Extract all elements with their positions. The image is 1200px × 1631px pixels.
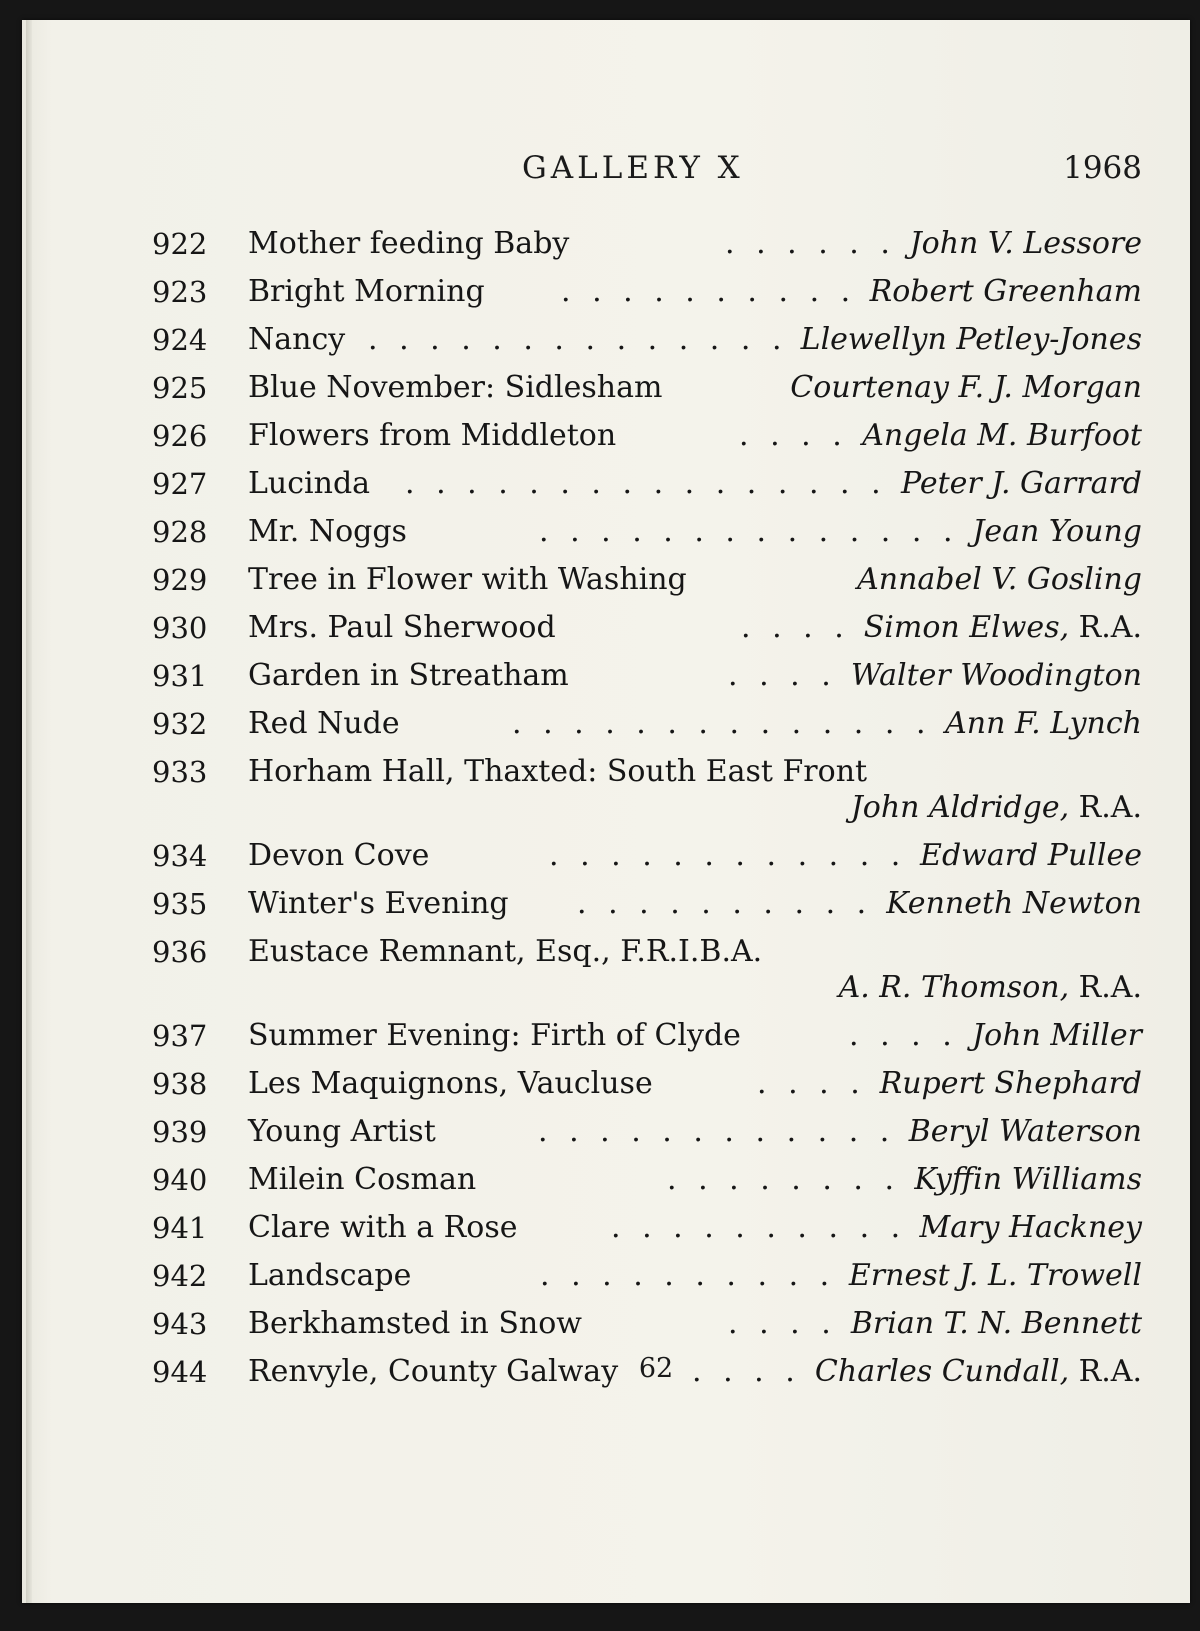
gallery-title: GALLERY X: [522, 150, 744, 186]
entry-number: 932: [152, 707, 208, 741]
page-header: [22, 150, 1190, 190]
entry-artist: [862, 412, 1142, 460]
entry-leader-dots: . . . .: [728, 658, 837, 693]
entry-artist: [849, 1252, 1142, 1300]
artist-name: Walter Woodington: [850, 658, 1142, 693]
artist-name: A. R. Thomson,: [838, 970, 1070, 1005]
entry-artist: [910, 220, 1142, 268]
entry-leader-dots: . . . .: [849, 1018, 958, 1053]
catalogue-entry: [152, 1156, 1142, 1204]
entry-number: 936: [152, 935, 208, 969]
artist-honour: R.A.: [1078, 610, 1142, 645]
catalogue-entry: [152, 316, 1142, 364]
entry-number: 938: [152, 1067, 208, 1101]
entry-leader-dots: . . . .: [692, 1354, 801, 1389]
catalogue-entry: [152, 460, 1142, 508]
entry-artist: [851, 784, 1142, 832]
entry-leader-dots: . . . . . . . . . . . .: [549, 838, 907, 873]
entry-title: Garden in Streatham: [248, 658, 569, 693]
artist-honour: R.A.: [1078, 790, 1142, 825]
artist-name: John V. Lessore: [909, 226, 1142, 261]
entry-leader-dots: . . . . . . . . . . . . . .: [368, 322, 788, 357]
catalogue-entry: [152, 928, 1142, 1012]
catalogue-entry: [152, 1300, 1142, 1348]
entry-artist: [920, 832, 1142, 880]
entry-number: 941: [152, 1211, 208, 1245]
entry-leader-dots: . . . . . . . . . . . . . . . .: [405, 466, 887, 501]
entry-title: Clare with a Rose: [248, 1210, 518, 1245]
entry-leader-dots: . . . . . . . . . .: [540, 1258, 836, 1293]
entry-artist: [790, 364, 1142, 412]
artist-name: Peter J. Garrard: [900, 466, 1142, 501]
artist-name: Mary Hackney: [919, 1210, 1142, 1245]
entry-artist: [901, 460, 1142, 508]
page-edge: [26, 20, 32, 1603]
catalogue-year: 1968: [1063, 150, 1142, 186]
page-number: 62: [638, 1353, 674, 1384]
artist-name: Kenneth Newton: [886, 886, 1142, 921]
entry-artist: [972, 1012, 1142, 1060]
entry-leader-dots: . . . . . . . . . . . . . .: [512, 706, 932, 741]
entry-number: 930: [152, 611, 208, 645]
entry-artist: [880, 1060, 1142, 1108]
artist-name: John Miller: [972, 1018, 1142, 1053]
artist-name: Charles Cundall,: [814, 1354, 1070, 1389]
artist-name: Edward Pullee: [920, 838, 1142, 873]
entry-title: Landscape: [248, 1258, 412, 1293]
entry-leader-dots: . . . . . . . . . . . .: [538, 1114, 896, 1149]
entry-number: 940: [152, 1163, 208, 1197]
artist-name: Robert Greenham: [869, 274, 1142, 309]
entry-number: 943: [152, 1307, 208, 1341]
entry-title: Berkhamsted in Snow: [248, 1306, 582, 1341]
catalogue-entry: [152, 652, 1142, 700]
entry-leader-dots: . . . .: [757, 1066, 866, 1101]
entry-leader-dots: . . . .: [728, 1306, 837, 1341]
entry-artist: [801, 316, 1142, 364]
catalogue-entry: [152, 748, 1142, 832]
artist-name: Brian T. N. Bennett: [850, 1306, 1142, 1341]
entry-leader-dots: . . . . . . . . . .: [561, 274, 857, 309]
entry-artist: [864, 604, 1142, 652]
entry-number: 944: [152, 1355, 208, 1389]
entry-leader-dots: . . . . . . . . . . . . . .: [539, 514, 959, 549]
catalogue-page: [22, 20, 1190, 1603]
entry-number: 933: [152, 755, 208, 789]
entry-title: Renvyle, County Galway: [248, 1354, 619, 1389]
entry-number: 926: [152, 419, 208, 453]
entry-leader-dots: . . . . . . . . . .: [577, 886, 873, 921]
entry-title: Summer Evening: Firth of Clyde: [248, 1018, 741, 1053]
catalogue-entry: [152, 1108, 1142, 1156]
entry-title: Devon Cove: [248, 838, 430, 873]
entry-title: Mr. Noggs: [248, 514, 407, 549]
entry-leader-dots: . . . . . . . . . .: [611, 1210, 907, 1245]
entry-artist: [945, 700, 1142, 748]
entry-title: Winter's Evening: [248, 886, 509, 921]
entry-artist: [972, 508, 1142, 556]
artist-name: Jean Young: [972, 514, 1142, 549]
entry-title: Eustace Remnant, Esq., F.R.I.B.A.: [248, 934, 763, 969]
entry-number: 922: [152, 227, 208, 261]
entry-leader-dots: . . . . . . . .: [667, 1162, 901, 1197]
catalogue-entry: [152, 412, 1142, 460]
entry-title: Blue November: Sidlesham: [248, 370, 663, 405]
entry-title: Nancy: [248, 322, 346, 357]
entry-number: 939: [152, 1115, 208, 1149]
catalogue-entry: [152, 1060, 1142, 1108]
entry-artist: [870, 268, 1142, 316]
entry-title: Mrs. Paul Sherwood: [248, 610, 556, 645]
artist-name: Angela M. Burfoot: [862, 418, 1142, 453]
entry-artist: [886, 880, 1142, 928]
entry-number: 934: [152, 839, 208, 873]
entry-number: 929: [152, 563, 208, 597]
catalogue-entry: [152, 700, 1142, 748]
artist-honour: R.A.: [1078, 1354, 1142, 1389]
artist-name: Beryl Waterson: [908, 1114, 1142, 1149]
artist-name: Ann F. Lynch: [945, 706, 1142, 741]
entry-number: 931: [152, 659, 208, 693]
entry-artist: [851, 1300, 1142, 1348]
catalogue-entry: [152, 268, 1142, 316]
catalogue-entry: [152, 1252, 1142, 1300]
artist-honour: R.A.: [1078, 970, 1142, 1005]
entry-leader-dots: . . . . . .: [725, 226, 896, 261]
entry-artist: [851, 652, 1142, 700]
entry-artist: [914, 1156, 1142, 1204]
entry-number: 923: [152, 275, 208, 309]
entry-number: 928: [152, 515, 208, 549]
entry-number: 942: [152, 1259, 208, 1293]
catalogue-entry: [152, 1012, 1142, 1060]
entry-title: Young Artist: [248, 1114, 436, 1149]
entry-title: Bright Morning: [248, 274, 485, 309]
artist-name: Rupert Shephard: [879, 1066, 1142, 1101]
entry-artist: [839, 964, 1142, 1012]
artist-name: Llewellyn Petley-Jones: [800, 322, 1142, 357]
entry-number: 935: [152, 887, 208, 921]
entry-artist: [857, 556, 1142, 604]
catalogue-entry: [152, 220, 1142, 268]
entry-title: Tree in Flower with Washing: [248, 562, 687, 597]
entry-leader-dots: . . . .: [741, 610, 850, 645]
artist-name: Simon Elwes,: [863, 610, 1070, 645]
entry-title: Mother feeding Baby: [248, 226, 570, 261]
catalogue-entry: [152, 364, 1142, 412]
entry-number: 927: [152, 467, 208, 501]
entry-number: 937: [152, 1019, 208, 1053]
entry-artist: [909, 1108, 1142, 1156]
catalogue-entry: [152, 556, 1142, 604]
artist-name: Courtenay F. J. Morgan: [790, 370, 1142, 405]
entry-title: Flowers from Middleton: [248, 418, 617, 453]
entry-title: Milein Cosman: [248, 1162, 477, 1197]
entry-number: 925: [152, 371, 208, 405]
catalogue-entry: [152, 1204, 1142, 1252]
artist-name: Ernest J. L. Trowell: [848, 1258, 1142, 1293]
catalogue-entry: [152, 508, 1142, 556]
artist-name: Annabel V. Gosling: [857, 562, 1142, 597]
entry-title: Red Nude: [248, 706, 400, 741]
entry-title: Lucinda: [248, 466, 371, 501]
entry-artist: [920, 1204, 1142, 1252]
entry-list: [152, 220, 1142, 1396]
entry-leader-dots: . . . .: [739, 418, 848, 453]
artist-name: Kyffin Williams: [914, 1162, 1142, 1197]
entry-number: 924: [152, 323, 208, 357]
catalogue-entry: [152, 832, 1142, 880]
entry-title: Les Maquignons, Vaucluse: [248, 1066, 653, 1101]
entry-title: Horham Hall, Thaxted: South East Front: [248, 754, 868, 789]
catalogue-entry: [152, 604, 1142, 652]
artist-name: John Aldridge,: [850, 790, 1070, 825]
catalogue-entry: [152, 880, 1142, 928]
